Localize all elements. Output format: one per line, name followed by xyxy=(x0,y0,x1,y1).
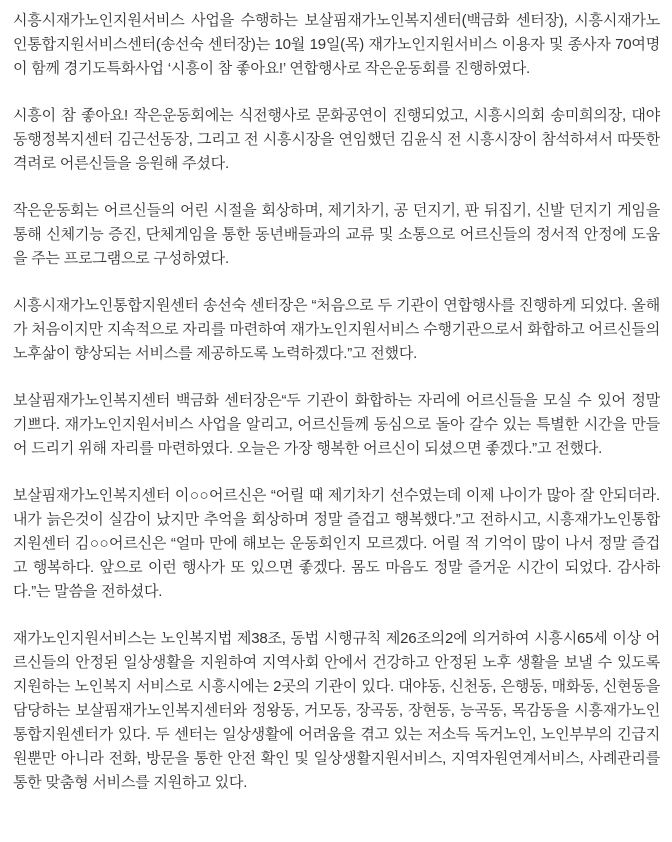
paragraph-opening-ceremony: 시흥이 참 좋아요! 작은운동회에는 식전행사로 문화공연이 진행되었고, 시흥시의회 송미희의장, 대야동행정복지센터 김근선동장, 그리고 전 시흥시장을 연임했던 김윤식 전 시흥시장이 참석하셔서 따뜻한 격려로 어른신들을 응원해 주셨다. xyxy=(13,107,660,172)
paragraph-quote-song-director: 시흥시재가노인통합지원센터 송선숙 센터장은 “처음으로 두 기관이 연합행사를 진행하게 되었다. 올해가 처음이지만 지속적으로 자리를 마련하여 재가노인지원서비스 수행기관으로서 화합하고 어르신들의 노후삶이 향상되는 서비스를 제공하도록 노력하겠다.”고 전했다. xyxy=(13,297,660,362)
paragraph-program-description: 작은운동회는 어르신들의 어린 시절을 회상하며, 제기차기, 공 던지기, 판 뒤집기, 신발 던지기 게임을 통해 신체기능 증진, 단체게임을 통한 동년배들과의 교류 및 소통으로 어르신들의 정서적 안정에 도움을 주는 프로그램으로 구성하였다. xyxy=(13,202,660,267)
paragraph-quote-baek-director: 보살핌재가노인복지센터 백금화 센터장은“두 기관이 화합하는 자리에 어르신들을 모실 수 있어 정말 기쁘다. 재가노인지원서비스 사업을 알리고, 어르신들께 동심으로 돌아 갈수 있는 특별한 시간을 만들어 드리기 위해 자리를 마련하였다. 오늘은 가장 행복한 어르신이 되셨으면 좋겠다.”고 전했다. xyxy=(13,392,660,457)
paragraph-intro: 시흥시재가노인지원서비스 사업을 수행하는 보살핌재가노인복지센터(백금화 센터장), 시흥시재가노인통합지원서비스센터(송선숙 센터장)는 10월 19일(목) 재가노인지원서비스 이용자 및 종사자 70여명이 함께 경기도특화사업 ‘시흥이 참 좋아요!’ 연합행사로 작은운동회를 진행하였다. xyxy=(13,12,660,77)
paragraph-quote-seniors: 보살핌재가노인복지센터 이○○어르신은 “어릴 때 제기차기 선수였는데 이제 나이가 많아 잘 안되더라. 내가 늙은것이 실감이 났지만 추억을 회상하며 정말 즐겁고 행복했다.”고 전하시고, 시흥재가노인통합지원센터 김○○어르신은 “얼마 만에 해보는 운동회인지 모르겠다. 어릴 적 기억이 많이 나서 정말 즐겁고 행복하다. 앞으로 이런 행사가 또 있으면 좋겠다. 몸도 마음도 정말 즐거운 시간이 되었다. 감사하다.”는 말씀을 전하셨다. xyxy=(13,487,660,600)
paragraph-service-info: 재가노인지원서비스는 노인복지법 제38조, 동법 시행규칙 제26조의2에 의거하여 시흥시65세 이상 어르신들의 안정된 일상생활을 지원하여 지역사회 안에서 건강하고 안정된 노후 생활을 보낼 수 있도록 지원하는 노인복지 서비스로 시흥시에는 2곳의 기관이 있다. 대야동, 신천동, 은행동, 매화동, 신현동을 담당하는 보살핌재가노인복지센터와 정왕동, 거모동, 장곡동, 장현동, 능곡동, 목감동을 시흥재가노인통합지원센터가 있다. 두 센터는 일상생활에 어려움을 겪고 있는 저소득 독거노인, 노인부부의 긴급지원뿐만 아니라 전화, 방문을 통한 안전 확인 및 일상생활지원서비스, 지역자원연계서비스, 사례관리를 통한 맞춤형 서비스를 지원하고 있다. xyxy=(13,630,660,791)
